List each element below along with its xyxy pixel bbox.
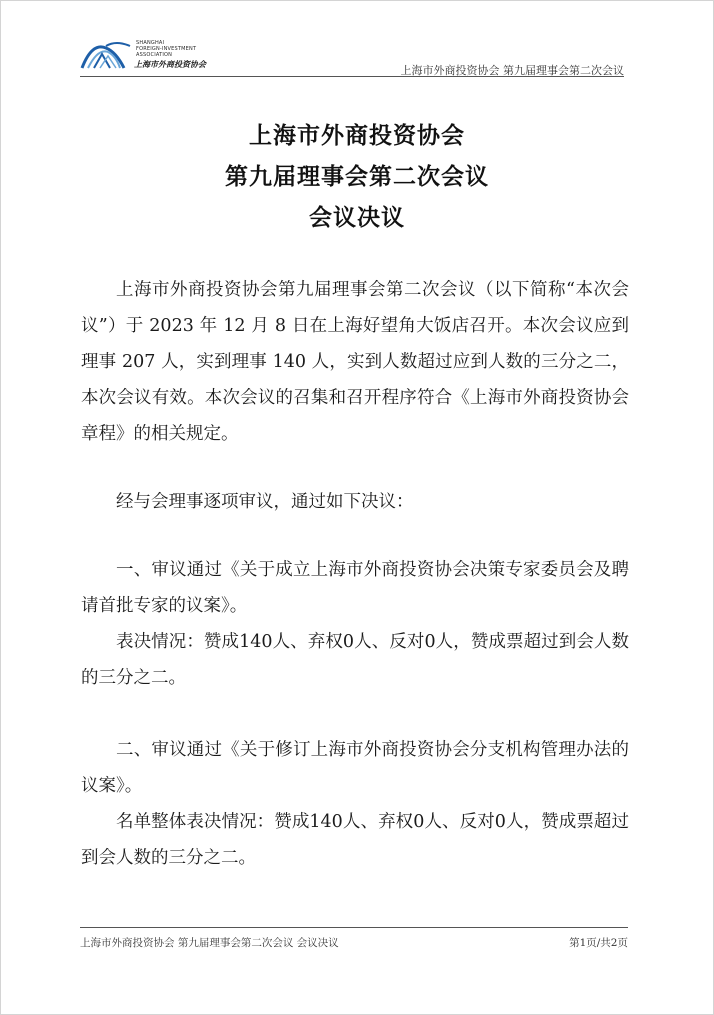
document-title-line3: 会议决议	[309, 205, 405, 231]
resolution-item-2-vote: 名单整体表决情况：赞成140人、弃权0人、反对0人，赞成票超过到会人数的三分之二。	[81, 812, 629, 868]
document-title-line1: 上海市外商投资协会	[249, 123, 465, 149]
document-body	[81, 272, 629, 876]
intro-paragraph: 上海市外商投资协会第九届理事会第二次会议（以下简称“本次会议”）于 2023 年 12 月 8 日在上海好望角大饭店召开。本次会议应到理事 207 人，实到理事 140 人，实到人数超过应到人数的三分之二，本次会议有效。本次会议的召集和召开程序符合《上海市外商投资协会章程》的相关规定。	[81, 280, 629, 444]
logo-english-text	[136, 40, 226, 58]
logo-mark-icon	[80, 38, 136, 72]
footer-page-number: 第1页/共2页	[569, 937, 628, 949]
resolution-item-1-vote: 表决情况：赞成140人、弃权0人、反对0人，赞成票超过到会人数的三分之二。	[81, 632, 629, 688]
footer-document-label: 上海市外商投资协会 第九届理事会第二次会议 会议决议	[80, 937, 339, 949]
resolution-item-2: 二、审议通过《关于修订上海市外商投资协会分支机构管理办法的议案》。	[81, 740, 629, 796]
association-logo	[80, 36, 240, 72]
page-header	[80, 36, 624, 80]
running-title: 上海市外商投资协会 第九届理事会第二次会议	[400, 64, 624, 77]
document-title-line2: 第九届理事会第二次会议	[225, 164, 489, 190]
logo-en-line: FOREIGN-INVESTMENT	[136, 46, 197, 52]
logo-en-line: SHANGHAI	[136, 40, 165, 46]
logo-en-line: ASSOCIATION	[136, 52, 173, 58]
header-divider	[80, 76, 624, 77]
logo-chinese-text: 上海市外商投资协会	[134, 59, 206, 69]
footer-divider	[80, 927, 628, 928]
resolution-item-1: 一、审议通过《关于成立上海市外商投资协会决策专家委员会及聘请首批专家的议案》。	[81, 560, 629, 616]
lead-paragraph: 经与会理事逐项审议，通过如下决议：	[116, 492, 414, 512]
